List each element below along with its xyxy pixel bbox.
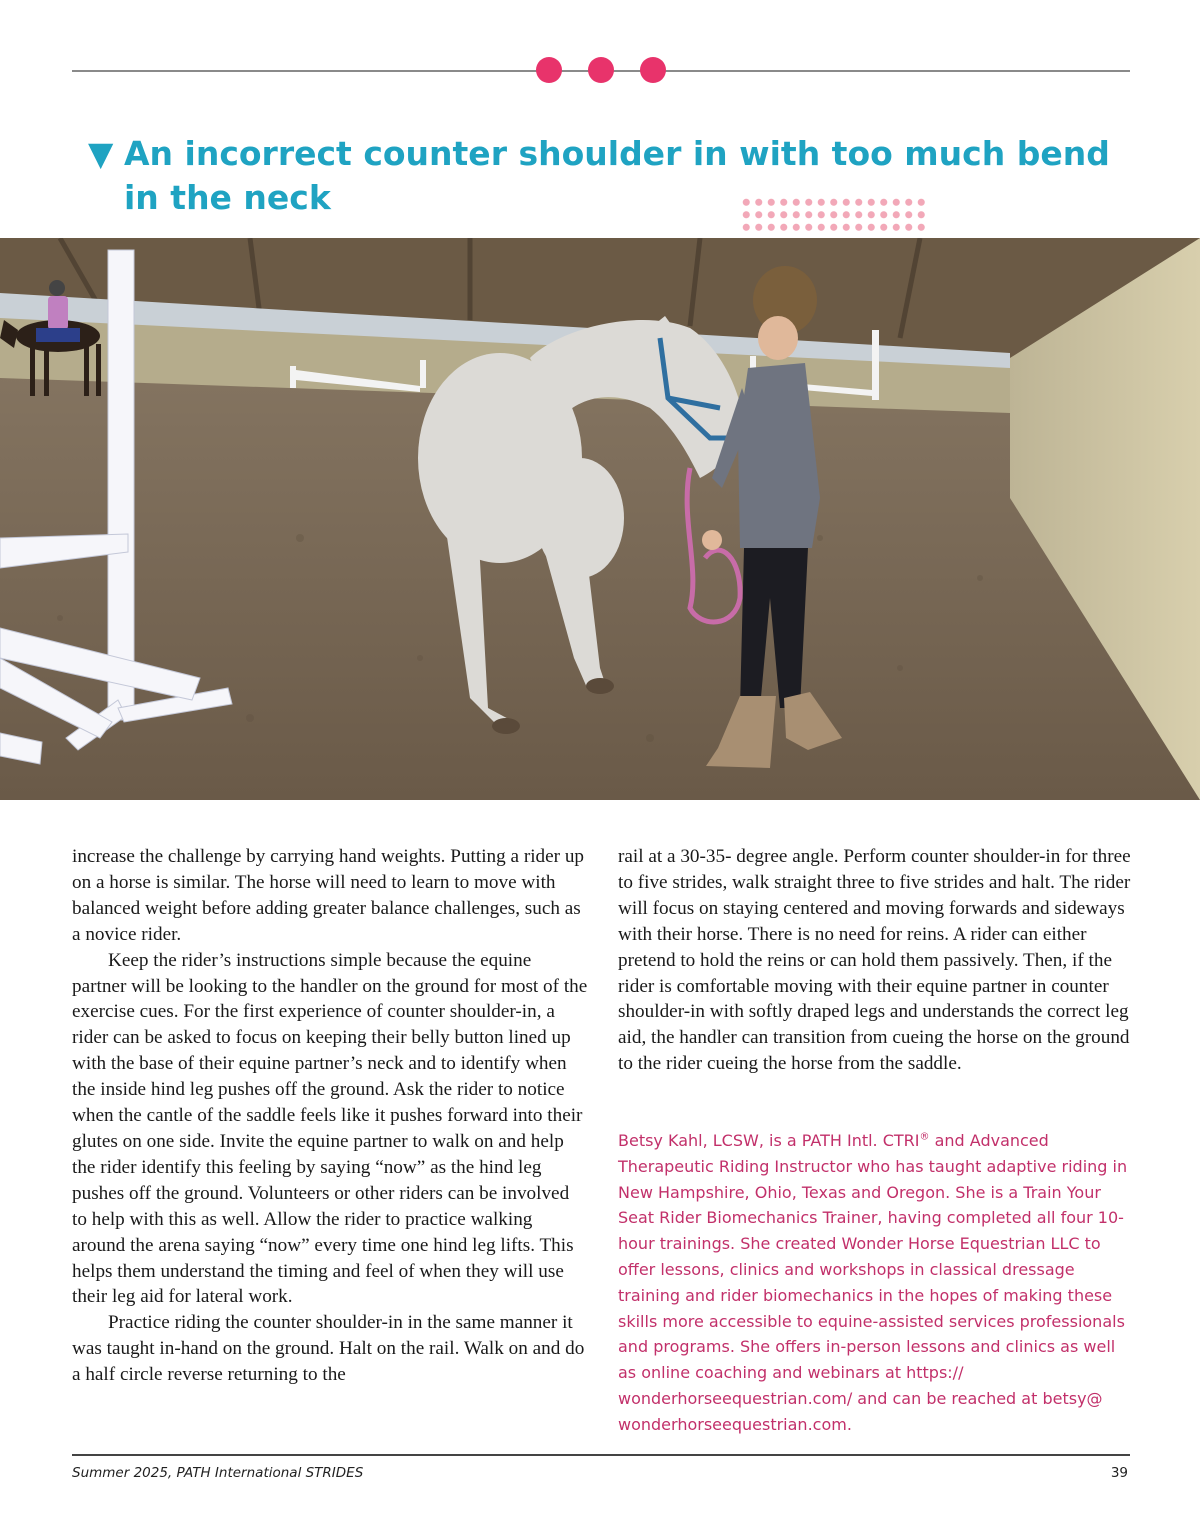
article-column-left — [72, 844, 588, 1388]
article-paragraph: Practice riding the counter shoulder-in in the same manner it was taught in-hand on the ground. Halt on the rail. Walk on and do a half circle reverse returning to the — [72, 1312, 585, 1386]
page-number: 39 — [1110, 1465, 1128, 1481]
registered-mark: ® — [919, 1131, 930, 1143]
arena-photo-icon — [0, 238, 1200, 800]
decorative-dot — [640, 57, 666, 83]
footer-divider — [72, 1454, 1130, 1456]
photo-caption-text: An incorrect counter shoulder in with too much bend in the neck — [124, 134, 1110, 217]
triangle-down-icon: ▼ — [88, 134, 114, 173]
arena-photo — [0, 238, 1200, 800]
author-bio-text-rest: and Advanced Therapeutic Riding Instructor who has taught adaptive riding in New Hampshire, Ohio, Texas and Oregon. She is a Train Your Seat Rider Biomechanics Trainer, having completed all four 10-hour trainings. She created Wonder Horse Equestrian LLC to offer lessons, clinics and workshops in classical dressage training and rider biomechanics in the hopes of making these skills more accessible to equine-assisted services professionals and programs. She offers in-person lessons and clinics as well as online coaching and webinars at https:// wonderhorseequestrian.com/ and can be reached at betsy@ wonderhorseequestrian.com. — [618, 1131, 1128, 1434]
article-column-right — [618, 844, 1138, 1077]
article-paragraph: Keep the rider’s instructions simple because the equine partner will be looking to the handler on the ground for most of the exercise cues. For the first experience of counter shoulder-in, a rider can be asked to focus on keeping their belly button lined up with the base of their equine partner’s neck and to identify when the inside hind leg pushes off the ground. Ask the rider to notice when the cantle of the saddle feels like it pushes forward into their glutes on one side. Invite the equine partner to walk on and help the rider identify this feeling by saying “now” as the hind leg pushes off the ground. Volunteers or other riders can be involved to help with this as well. Allow the rider to practice walking around the arena saying “now” every time one hind leg lifts. This helps them understand the timing and feel of when they will use their leg aid for lateral work. — [72, 949, 588, 1308]
decorative-dot — [536, 57, 562, 83]
author-bio-text: Betsy Kahl, LCSW, is a PATH Intl. CTRI — [618, 1131, 920, 1150]
decorative-dot-grid — [740, 196, 930, 234]
footer-issue: Summer 2025, PATH International STRIDES — [72, 1465, 364, 1481]
article-paragraph: increase the challenge by carrying hand weights. Putting a rider up on a horse is similar. The horse will need to learn to move with balanced weight before adding greater balance challenges, such as a novice rider. — [72, 846, 585, 945]
photo-caption — [88, 132, 1128, 220]
author-bio — [618, 1128, 1138, 1438]
decorative-dot — [588, 57, 614, 83]
article-paragraph: rail at a 30-35- degree angle. Perform counter shoulder-in for three to five strides, walk straight three to five strides and halt. The rider will focus on staying centered and moving forwards and sideways with their horse. There is no need for reins. A rider can either pretend to hold the reins or can hold them passively. Then, if the rider is comfortable moving with their equine partner in counter shoulder-in with softly draped legs and understands the correct leg aid, the handler can transition from cueing the horse on the ground to the rider cueing the horse from the saddle. — [618, 846, 1131, 1075]
